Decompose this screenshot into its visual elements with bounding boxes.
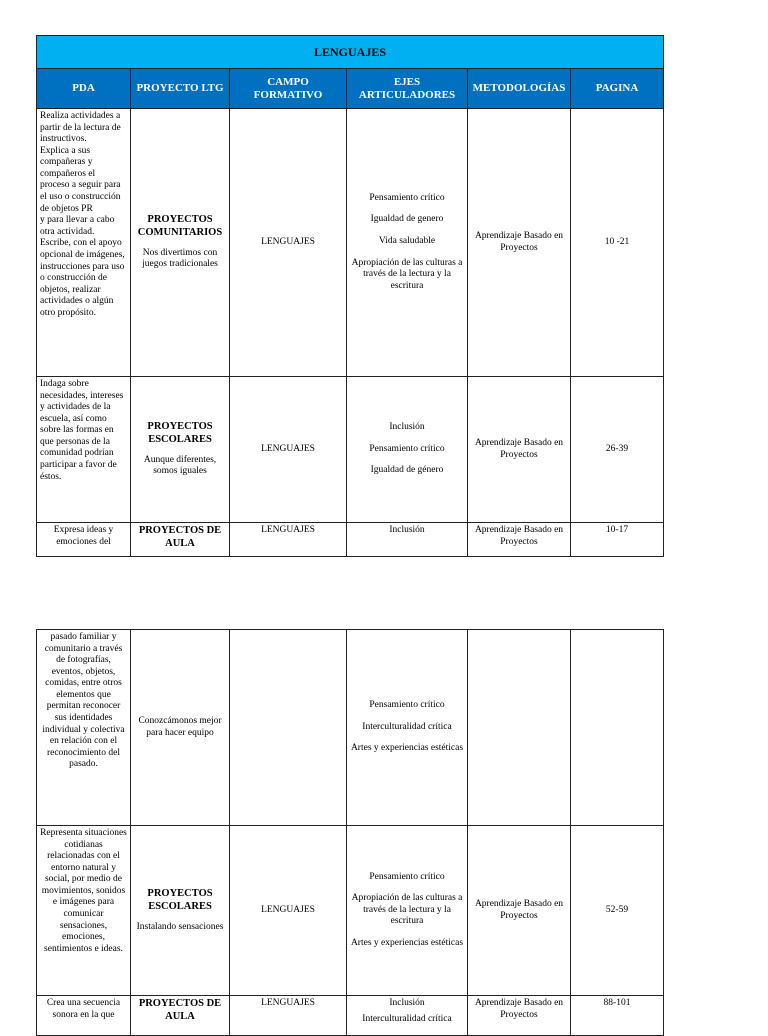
- eje-item: Interculturalidad crítica: [362, 721, 452, 732]
- ejes-cell: [347, 630, 468, 826]
- eje-item: Interculturalidad crítica: [362, 1013, 452, 1024]
- metodologia-cell: Aprendizaje Basado en Proyectos: [468, 377, 571, 523]
- table-row: [37, 109, 664, 377]
- ejes-cell: [347, 826, 468, 996]
- pagina-cell: [571, 630, 664, 826]
- metodologia-cell: Aprendizaje Basado en Proyectos: [468, 109, 571, 377]
- pagina-cell: 26-39: [571, 377, 664, 523]
- proyecto-tipo: PROYECTOS COMUNITARIOS: [137, 214, 223, 238]
- proyecto-tipo: PROYECTOS DE AULA: [138, 525, 222, 549]
- eje-item: Pensamiento crítico: [369, 700, 445, 711]
- eje-item: Pensamiento crítico: [369, 871, 445, 882]
- eje-item: Vida saludable: [378, 235, 436, 246]
- header-ejes: EJES ARTICULADORES: [347, 69, 468, 109]
- proyecto-cell: [131, 996, 230, 1036]
- curriculum-table-page-2: [36, 629, 664, 1036]
- proyecto-cell: [131, 109, 230, 377]
- proyecto-tipo: PROYECTOS ESCOLARES: [147, 421, 213, 445]
- table-title: LENGUAJES: [37, 36, 664, 69]
- pda-cell: pasado familiar y comunitario a través de fotografías, eventos, objetos, comidas, entre otros elementos que permitan reconocer sus identidades individual y colectiva en relación con el reconocimiento del pasado.: [37, 630, 131, 826]
- table-row: [37, 996, 664, 1036]
- eje-item: Inclusión: [389, 998, 425, 1008]
- campo-cell: LENGUAJES: [230, 109, 347, 377]
- proyecto-nombre: Nos divertimos con juegos tradicionales: [142, 247, 218, 270]
- eje-item: Artes y experiencias estéticas: [350, 937, 464, 948]
- header-proyecto: PROYECTO LTG: [131, 69, 230, 109]
- campo-cell: [230, 630, 347, 826]
- header-pda: PDA: [37, 69, 131, 109]
- metodologia-cell: Aprendizaje Basado en Proyectos: [468, 826, 571, 996]
- pda-cell: Indaga sobre necesidades, intereses y actividades de la escuela, así como sobre las formas en que personas de la comunidad podrían participar a favor de éstos.: [37, 377, 131, 523]
- proyecto-nombre: Conozcámonos mejor para hacer equipo: [138, 715, 222, 738]
- header-pagina: PAGINA: [571, 69, 664, 109]
- eje-item: Igualdad de género: [370, 465, 444, 476]
- pda-cell: Crea una secuencia sonora en la que: [37, 996, 131, 1036]
- campo-cell: LENGUAJES: [230, 377, 347, 523]
- eje-item: Inclusión: [389, 422, 425, 433]
- eje-item: Artes y experiencias estéticas: [350, 743, 464, 754]
- eje-item: Apropiación de las culturas a través de la lectura y la escritura: [351, 893, 463, 927]
- header-metodologia: METODOLOGÍAS: [468, 69, 571, 109]
- ejes-cell: Inclusión: [347, 523, 468, 557]
- pagina-cell: 10 -21: [571, 109, 664, 377]
- pda-cell: Expresa ideas y emociones del: [37, 523, 131, 557]
- table-row: [37, 630, 664, 826]
- metodologia-cell: Aprendizaje Basado en Proyectos: [468, 996, 571, 1036]
- proyecto-nombre: Aunque diferentes, somos iguales: [143, 454, 217, 477]
- proyecto-cell: [131, 523, 230, 557]
- proyecto-tipo: PROYECTOS DE AULA: [138, 998, 222, 1022]
- eje-item: Apropiación de las culturas a través de la lectura y la escritura: [351, 257, 463, 291]
- pagina-cell: 88-101: [571, 996, 664, 1036]
- table-row: [37, 377, 664, 523]
- eje-item: Pensamiento crítico: [369, 443, 445, 454]
- proyecto-nombre: Instalando sensaciones: [136, 921, 224, 932]
- header-campo: CAMPO FORMATIVO: [230, 69, 347, 109]
- campo-cell: LENGUAJES: [230, 826, 347, 996]
- table-title-row: [37, 36, 664, 69]
- proyecto-cell: [131, 826, 230, 996]
- ejes-cell: [347, 109, 468, 377]
- proyecto-cell: [131, 630, 230, 826]
- pagina-cell: 52-59: [571, 826, 664, 996]
- table-row: [37, 826, 664, 996]
- proyecto-tipo: PROYECTOS ESCOLARES: [147, 887, 213, 912]
- pda-cell: Representa situaciones cotidianas relacionadas con el entorno natural y social, por medio de movimientos, sonidos e imágenes para comunicar sensaciones, emociones, sentimientos e ideas.: [37, 826, 131, 996]
- metodologia-cell: Aprendizaje Basado en Proyectos: [468, 523, 571, 557]
- metodologia-cell: [468, 630, 571, 826]
- campo-cell: LENGUAJES: [230, 523, 347, 557]
- pagina-cell: 10-17: [571, 523, 664, 557]
- ejes-cell: [347, 377, 468, 523]
- eje-item: Igualdad de genero: [370, 214, 444, 225]
- campo-cell: LENGUAJES: [230, 996, 347, 1036]
- curriculum-table-page-1: [36, 35, 664, 557]
- ejes-cell: [347, 996, 468, 1036]
- proyecto-cell: [131, 377, 230, 523]
- eje-item: Pensamiento crítico: [369, 192, 445, 203]
- table-header-row: [37, 69, 664, 109]
- pda-cell: Realiza actividades a partir de la lectura de instructivos. Explica a sus compañeras y compañeros el proceso a seguir para el uso o construcción de objetos PR y para llevar a cabo otra actividad. Escribe, con el apoyo opcional de imágenes, instrucciones para uso o construcción de objetos, realizar actividades o algún otro propósito.: [37, 109, 131, 377]
- table-row: [37, 523, 664, 557]
